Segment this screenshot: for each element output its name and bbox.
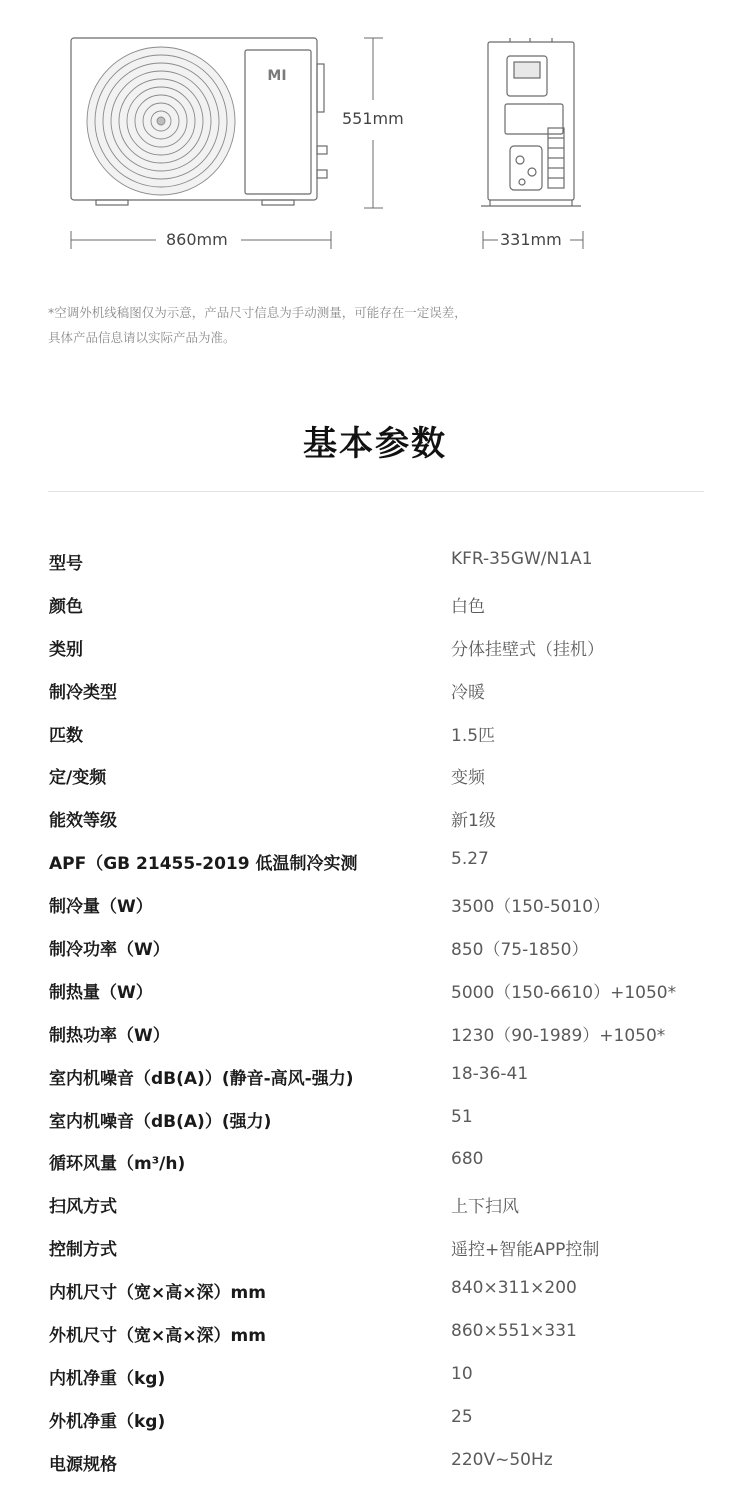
spec-row (0, 1313, 750, 1356)
spec-key: 室内机噪音（dB(A)）(强力) (49, 1111, 272, 1132)
spec-value: 680 (451, 1149, 484, 1170)
spec-row (0, 541, 750, 584)
spec-row (0, 1184, 750, 1227)
spec-key: 类别 (49, 639, 83, 660)
spec-key: 匹数 (49, 725, 83, 746)
spec-value: 840×311×200 (451, 1278, 577, 1299)
spec-key: 内机净重（kg) (49, 1368, 166, 1389)
spec-value: 5000（150-6610）+1050* (451, 982, 677, 1003)
spec-key: 控制方式 (49, 1240, 117, 1261)
spec-key: 定/变频 (49, 768, 107, 789)
spec-row (0, 798, 750, 841)
spec-key: 制热量（W） (49, 982, 153, 1003)
spec-row (0, 1270, 750, 1313)
spec-value: 10 (451, 1363, 473, 1384)
spec-row (0, 627, 750, 670)
spec-row (0, 841, 750, 884)
spec-row (0, 1056, 750, 1099)
spec-key: 制热功率（W） (49, 1025, 170, 1046)
spec-key: 颜色 (49, 596, 83, 617)
spec-key: 内机尺寸（宽×高×深）mm (49, 1283, 266, 1304)
spec-value: 220V~50Hz (451, 1449, 553, 1470)
spec-value: 25 (451, 1406, 473, 1427)
width-dimension-label: 860mm (160, 230, 234, 250)
note-line-2: 具体产品信息请以实际产品为准。 (48, 330, 236, 345)
spec-value: 1230（90-1989）+1050* (451, 1025, 666, 1046)
spec-row (0, 1227, 750, 1270)
depth-dimension-label: 331mm (500, 230, 562, 249)
spec-value: 18-36-41 (451, 1063, 529, 1084)
spec-row (0, 970, 750, 1013)
spec-row (0, 884, 750, 927)
disclaimer-note (48, 300, 708, 350)
spec-key: 循环风量（m³/h) (49, 1154, 186, 1175)
spec-key: 外机净重（kg) (49, 1411, 166, 1432)
spec-value: 51 (451, 1106, 473, 1127)
spec-row (0, 713, 750, 756)
spec-value: 5.27 (451, 849, 489, 870)
outdoor-unit-drawing (0, 0, 750, 270)
spec-table (0, 541, 750, 1485)
fan-grille (87, 47, 235, 195)
spec-row (0, 1442, 750, 1485)
spec-row (0, 1013, 750, 1056)
side-view (481, 38, 581, 206)
title-divider (48, 491, 704, 492)
spec-key: 制冷功率（W） (49, 940, 170, 961)
spec-key: APF（GB 21455-2019 低温制冷实测 (49, 854, 358, 875)
spec-row (0, 1356, 750, 1399)
spec-key: 制冷类型 (49, 682, 117, 703)
spec-value: 860×551×331 (451, 1321, 577, 1342)
spec-value: 3500（150-5010） (451, 897, 611, 918)
spec-key: 扫风方式 (49, 1197, 117, 1218)
spec-value: 变频 (451, 768, 485, 789)
spec-value: 1.5匹 (451, 725, 496, 746)
height-dimension-label: 551mm (336, 109, 410, 129)
spec-key: 能效等级 (49, 811, 117, 832)
spec-row (0, 927, 750, 970)
spec-key: 制冷量（W） (49, 897, 153, 918)
spec-key: 型号 (49, 554, 83, 574)
spec-row (0, 670, 750, 713)
spec-value: 分体挂壁式（挂机） (451, 639, 604, 660)
spec-row (0, 755, 750, 798)
note-line-1: *空调外机线稿图仅为示意，产品尺寸信息为手动测量，可能存在一定误差， (48, 305, 467, 320)
spec-key: 外机尺寸（宽×高×深）mm (49, 1326, 266, 1347)
spec-value: 冷暖 (451, 682, 485, 703)
spec-value: KFR-35GW/N1A1 (451, 549, 593, 569)
spec-row (0, 1399, 750, 1442)
section-title: 基本参数 (303, 424, 447, 464)
spec-key: 室内机噪音（dB(A)）(静音-高风-强力) (49, 1068, 354, 1089)
brand-logo: MI (267, 68, 287, 84)
dimension-diagram (0, 0, 750, 270)
spec-value: 新1级 (451, 811, 496, 832)
spec-value: 白色 (451, 596, 485, 617)
spec-value: 遥控+智能APP控制 (451, 1240, 600, 1261)
spec-row (0, 584, 750, 627)
spec-row (0, 1099, 750, 1142)
spec-key: 电源规格 (49, 1454, 117, 1475)
spec-value: 上下扫风 (451, 1197, 519, 1218)
spec-row (0, 1141, 750, 1184)
spec-value: 850（75-1850） (451, 940, 589, 961)
